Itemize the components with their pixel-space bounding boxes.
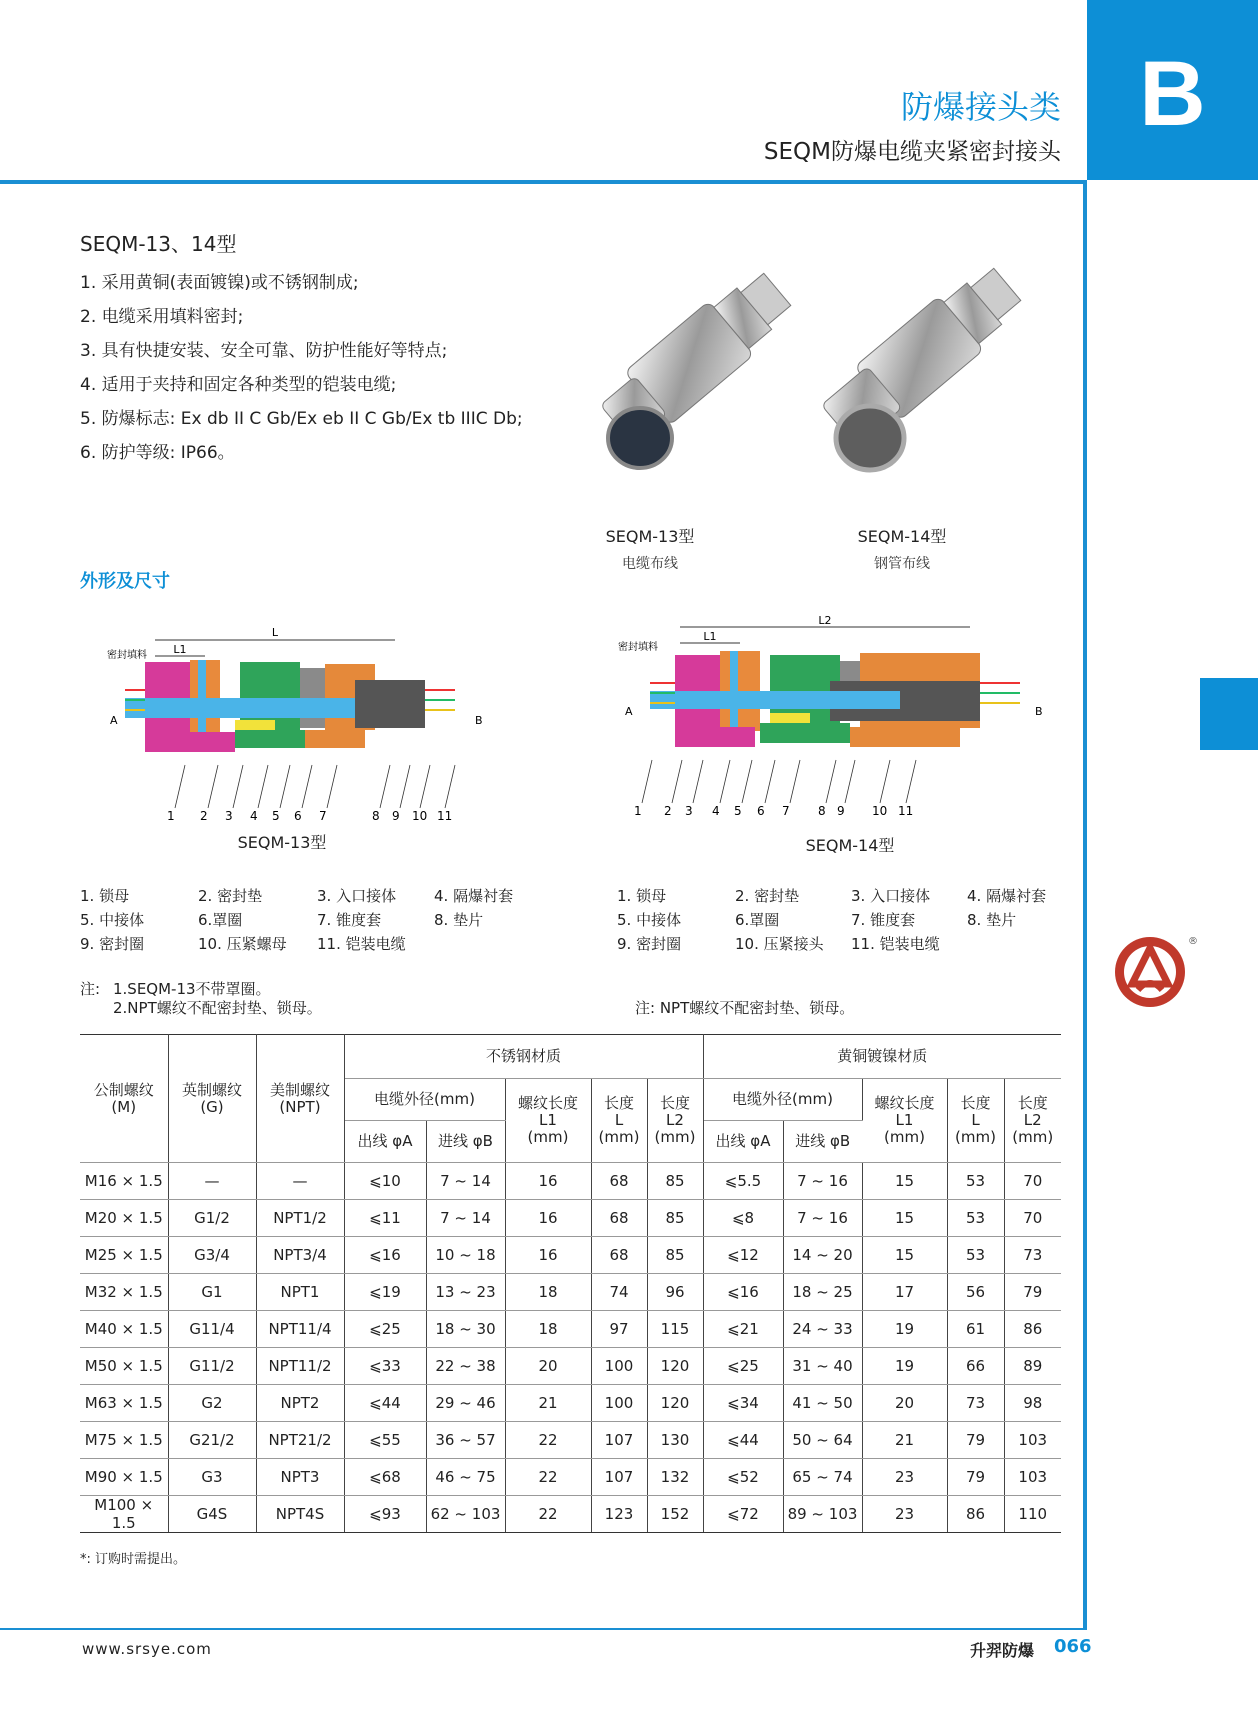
table-cell: M90 × 1.5 bbox=[80, 1459, 168, 1496]
product-title: SEQM防爆电缆夹紧密封接头 bbox=[763, 139, 1061, 165]
col-header-npt: 美制螺纹 (NPT) bbox=[256, 1035, 344, 1163]
part-item: 10. 压紧接头 bbox=[735, 935, 824, 953]
category-title: 防爆接头类 bbox=[900, 88, 1061, 126]
table-cell: 85 bbox=[647, 1163, 703, 1200]
table-cell: ⩽33 bbox=[344, 1348, 426, 1385]
fill-label: 密封填料 bbox=[107, 650, 147, 661]
part-item: 4. 隔爆衬套 bbox=[434, 887, 514, 905]
footer-rule bbox=[0, 1628, 1087, 1630]
table-cell: 152 bbox=[647, 1496, 703, 1533]
note-prefix: 注: bbox=[80, 980, 101, 998]
part-item: 4. 隔爆衬套 bbox=[967, 887, 1047, 905]
table-cell: G11/2 bbox=[168, 1348, 256, 1385]
table-cell: 62 ~ 103 bbox=[426, 1496, 505, 1533]
table-cell: M16 × 1.5 bbox=[80, 1163, 168, 1200]
table-cell: 103 bbox=[1004, 1422, 1061, 1459]
table-cell: 29 ~ 46 bbox=[426, 1385, 505, 1422]
table-cell: 7 ~ 14 bbox=[426, 1200, 505, 1237]
part-item: 1. 锁母 bbox=[617, 887, 667, 905]
table-cell: M32 × 1.5 bbox=[80, 1274, 168, 1311]
header-rule bbox=[0, 180, 1087, 184]
parts-list-14 bbox=[617, 884, 1067, 964]
col-header-out: 出线 φA bbox=[344, 1121, 426, 1163]
callout-number: 9 bbox=[392, 809, 400, 823]
table-cell: ⩽8 bbox=[703, 1200, 783, 1237]
part-item: 9. 密封圈 bbox=[617, 935, 682, 953]
feature-item: 2. 电缆采用填料密封; bbox=[80, 307, 244, 327]
table-cell: 10 ~ 18 bbox=[426, 1237, 505, 1274]
table-cell: 97 bbox=[591, 1311, 647, 1348]
callout-number: 4 bbox=[712, 804, 720, 818]
table-cell: 22 ~ 38 bbox=[426, 1348, 505, 1385]
diagram-seqm14 bbox=[610, 614, 1050, 818]
part-item: 7. 锥度套 bbox=[851, 911, 916, 929]
spec-table bbox=[80, 1034, 1061, 1533]
table-cell: M40 × 1.5 bbox=[80, 1311, 168, 1348]
callout-leader bbox=[693, 760, 703, 803]
table-cell: 18 bbox=[505, 1311, 591, 1348]
registered-mark: ® bbox=[1188, 936, 1198, 947]
feature-item: 3. 具有快捷安装、安全可靠、防护性能好等特点; bbox=[80, 341, 448, 361]
callout-number: 6 bbox=[294, 809, 302, 823]
table-cell: ⩽12 bbox=[703, 1237, 783, 1274]
callout-number: 3 bbox=[225, 809, 233, 823]
col-header-in: 进线 φB bbox=[783, 1121, 862, 1163]
table-cell: G2 bbox=[168, 1385, 256, 1422]
group-header-stainless: 不锈钢材质 bbox=[344, 1035, 703, 1079]
col-header-british: 英制螺纹 (G) bbox=[168, 1035, 256, 1163]
table-cell: 22 bbox=[505, 1459, 591, 1496]
table-cell: 85 bbox=[647, 1237, 703, 1274]
dim-label-b: B bbox=[475, 714, 483, 727]
table-cell: 23 bbox=[862, 1496, 947, 1533]
table-cell: 110 bbox=[1004, 1496, 1061, 1533]
table-cell: 79 bbox=[947, 1459, 1004, 1496]
fill-label: 密封填料 bbox=[618, 642, 658, 653]
table-cell: 68 bbox=[591, 1200, 647, 1237]
part-item: 7. 锥度套 bbox=[317, 911, 382, 929]
table-cell: M100 × 1.5 bbox=[80, 1496, 168, 1533]
table-cell: NPT2 bbox=[256, 1385, 344, 1422]
table-cell: ⩽11 bbox=[344, 1200, 426, 1237]
table-cell: ⩽72 bbox=[703, 1496, 783, 1533]
callout-number: 2 bbox=[200, 809, 208, 823]
table-cell: 56 bbox=[947, 1274, 1004, 1311]
callout-leader bbox=[880, 760, 890, 803]
table-cell: 107 bbox=[591, 1422, 647, 1459]
table-cell: 16 bbox=[505, 1200, 591, 1237]
table-cell: 98 bbox=[1004, 1385, 1061, 1422]
table-cell: 17 bbox=[862, 1274, 947, 1311]
callout-number: 3 bbox=[685, 804, 693, 818]
table-cell: ⩽16 bbox=[703, 1274, 783, 1311]
table-cell: 7 ~ 16 bbox=[783, 1200, 862, 1237]
callout-number: 9 bbox=[837, 804, 845, 818]
parts-list-13 bbox=[80, 884, 530, 964]
callout-number: 8 bbox=[818, 804, 826, 818]
part-item: 3. 入口接体 bbox=[851, 887, 931, 905]
photo-usage-14: 钢管布线 bbox=[874, 556, 930, 572]
callout-leader bbox=[302, 765, 312, 808]
table-cell: 96 bbox=[647, 1274, 703, 1311]
table-cell: 86 bbox=[947, 1496, 1004, 1533]
table-cell: NPT11/4 bbox=[256, 1311, 344, 1348]
table-cell: 7 ~ 14 bbox=[426, 1163, 505, 1200]
dim-label-a: A bbox=[625, 705, 633, 718]
table-cell: 130 bbox=[647, 1422, 703, 1459]
callout-leader bbox=[672, 760, 682, 803]
callout-number: 6 bbox=[757, 804, 765, 818]
table-cell: 61 bbox=[947, 1311, 1004, 1348]
table-cell: — bbox=[168, 1163, 256, 1200]
feature-item: 4. 适用于夹持和固定各种类型的铠装电缆; bbox=[80, 375, 397, 395]
callout-number: 7 bbox=[782, 804, 790, 818]
table-cell: ⩽25 bbox=[703, 1348, 783, 1385]
callout-leader bbox=[233, 765, 243, 808]
table-cell: 15 bbox=[862, 1200, 947, 1237]
table-cell: ⩽16 bbox=[344, 1237, 426, 1274]
table-cell: ⩽93 bbox=[344, 1496, 426, 1533]
table-cell: 65 ~ 74 bbox=[783, 1459, 862, 1496]
table-cell: 53 bbox=[947, 1163, 1004, 1200]
table-cell: M50 × 1.5 bbox=[80, 1348, 168, 1385]
table-cell: G11/4 bbox=[168, 1311, 256, 1348]
callout-number: 2 bbox=[664, 804, 672, 818]
table-cell: G21/2 bbox=[168, 1422, 256, 1459]
dim-label-l2: L2 bbox=[818, 614, 832, 627]
callout-leader bbox=[420, 765, 430, 808]
part-item: 11. 铠装电缆 bbox=[851, 935, 940, 953]
table-cell: 16 bbox=[505, 1237, 591, 1274]
table-cell: 20 bbox=[505, 1348, 591, 1385]
table-cell: ⩽19 bbox=[344, 1274, 426, 1311]
model-title: SEQM-13、14型 bbox=[80, 232, 237, 256]
callout-number: 11 bbox=[898, 804, 914, 818]
callout-leader bbox=[258, 765, 268, 808]
table-cell: 23 bbox=[862, 1459, 947, 1496]
callout-number: 7 bbox=[319, 809, 327, 823]
callout-leader bbox=[380, 765, 390, 808]
callout-number: 1 bbox=[634, 804, 642, 818]
col-header-in: 进线 φB bbox=[426, 1121, 505, 1163]
table-cell: 15 bbox=[862, 1163, 947, 1200]
callout-number: 5 bbox=[734, 804, 742, 818]
right-rule bbox=[1083, 180, 1087, 1630]
seqm13-photo bbox=[594, 263, 800, 468]
table-cell: 74 bbox=[591, 1274, 647, 1311]
callout-leader bbox=[175, 765, 185, 808]
table-cell: M25 × 1.5 bbox=[80, 1237, 168, 1274]
col-header-thread-len: 螺纹长度 L1 (mm) bbox=[505, 1079, 591, 1163]
table-cell: 21 bbox=[505, 1385, 591, 1422]
table-cell: 50 ~ 64 bbox=[783, 1422, 862, 1459]
table-row bbox=[80, 1274, 1061, 1311]
table-cell: 16 bbox=[505, 1163, 591, 1200]
callout-leader bbox=[765, 760, 775, 803]
table-cell: 89 bbox=[1004, 1348, 1061, 1385]
part-item: 10. 压紧螺母 bbox=[198, 935, 287, 953]
table-cell: 123 bbox=[591, 1496, 647, 1533]
table-cell: 53 bbox=[947, 1200, 1004, 1237]
table-cell: 19 bbox=[862, 1311, 947, 1348]
table-cell: 100 bbox=[591, 1348, 647, 1385]
col-header-cable-od: 电缆外径(mm) bbox=[344, 1079, 505, 1121]
table-cell: 86 bbox=[1004, 1311, 1061, 1348]
col-header-cable-od: 电缆外径(mm) bbox=[703, 1079, 862, 1121]
page-number: 066 bbox=[1054, 1636, 1092, 1657]
table-cell: G3 bbox=[168, 1459, 256, 1496]
table-cell: 89 ~ 103 bbox=[783, 1496, 862, 1533]
part-item: 6.罩圈 bbox=[735, 911, 780, 929]
table-cell: ⩽52 bbox=[703, 1459, 783, 1496]
table-cell: 68 bbox=[591, 1163, 647, 1200]
table-cell: 66 bbox=[947, 1348, 1004, 1385]
col-header-len-l: 长度 L (mm) bbox=[591, 1079, 647, 1163]
callout-leader bbox=[790, 760, 800, 803]
table-row bbox=[80, 1385, 1061, 1422]
table-cell: 73 bbox=[947, 1385, 1004, 1422]
photo-caption-14: SEQM-14型 bbox=[857, 527, 947, 546]
callout-number: 5 bbox=[272, 809, 280, 823]
table-cell: 85 bbox=[647, 1200, 703, 1237]
table-cell: G3/4 bbox=[168, 1237, 256, 1274]
col-header-out: 出线 φA bbox=[703, 1121, 783, 1163]
part-item: 2. 密封垫 bbox=[198, 887, 263, 905]
part-item: 3. 入口接体 bbox=[317, 887, 397, 905]
table-cell: 18 ~ 30 bbox=[426, 1311, 505, 1348]
callout-leader bbox=[642, 760, 652, 803]
diagram-caption-14: SEQM-14型 bbox=[805, 836, 895, 855]
dimensions-heading: 外形及尺寸 bbox=[80, 571, 170, 592]
table-cell: 18 ~ 25 bbox=[783, 1274, 862, 1311]
callout-leader bbox=[742, 760, 752, 803]
table-cell: — bbox=[256, 1163, 344, 1200]
feature-item: 5. 防爆标志: Ex db II C Gb/Ex eb II C Gb/Ex tb IIIC Db; bbox=[80, 409, 523, 429]
callout-leader bbox=[208, 765, 218, 808]
side-index-tab bbox=[1200, 678, 1258, 750]
table-cell: 79 bbox=[947, 1422, 1004, 1459]
part-item: 2. 密封垫 bbox=[735, 887, 800, 905]
table-cell: 15 bbox=[862, 1237, 947, 1274]
footnote: *: 订购时需提出。 bbox=[80, 1552, 187, 1567]
table-cell: 22 bbox=[505, 1422, 591, 1459]
note-item: 2.NPT螺纹不配密封垫、锁母。 bbox=[113, 999, 322, 1017]
callout-leader bbox=[280, 765, 290, 808]
table-cell: 21 bbox=[862, 1422, 947, 1459]
col-header-thread-len: 螺纹长度 L1 (mm) bbox=[862, 1079, 947, 1163]
table-cell: ⩽5.5 bbox=[703, 1163, 783, 1200]
callout-number: 11 bbox=[437, 809, 453, 823]
table-cell: 53 bbox=[947, 1237, 1004, 1274]
table-cell: M63 × 1.5 bbox=[80, 1385, 168, 1422]
photo-caption-13: SEQM-13型 bbox=[605, 527, 695, 546]
table-row bbox=[80, 1422, 1061, 1459]
table-cell: ⩽34 bbox=[703, 1385, 783, 1422]
table-cell: 7 ~ 16 bbox=[783, 1163, 862, 1200]
table-row bbox=[80, 1496, 1061, 1533]
table-cell: 41 ~ 50 bbox=[783, 1385, 862, 1422]
table-cell: ⩽25 bbox=[344, 1311, 426, 1348]
seqm14-photo bbox=[816, 258, 1030, 470]
table-cell: 14 ~ 20 bbox=[783, 1237, 862, 1274]
diagram-seqm13 bbox=[95, 620, 483, 823]
table-cell: 19 bbox=[862, 1348, 947, 1385]
col-header-metric: 公制螺纹 (M) bbox=[80, 1035, 168, 1163]
table-row bbox=[80, 1311, 1061, 1348]
callout-leader bbox=[327, 765, 337, 808]
note-right: 注: NPT螺纹不配密封垫、锁母。 bbox=[635, 999, 855, 1017]
table-cell: 100 bbox=[591, 1385, 647, 1422]
table-cell: NPT1 bbox=[256, 1274, 344, 1311]
product-photos bbox=[585, 258, 1055, 498]
callout-leader bbox=[400, 765, 410, 808]
part-item: 6.罩圈 bbox=[198, 911, 243, 929]
table-cell: G1/2 bbox=[168, 1200, 256, 1237]
table-cell: 115 bbox=[647, 1311, 703, 1348]
callout-number: 4 bbox=[250, 809, 258, 823]
table-cell: G1 bbox=[168, 1274, 256, 1311]
dim-label-l1: L1 bbox=[173, 643, 187, 656]
diagram-caption-13: SEQM-13型 bbox=[237, 833, 327, 852]
section-tab bbox=[1087, 0, 1258, 180]
section-letter: B bbox=[1139, 43, 1206, 145]
table-cell: ⩽68 bbox=[344, 1459, 426, 1496]
table-cell: M75 × 1.5 bbox=[80, 1422, 168, 1459]
feature-item: 1. 采用黄铜(表面镀镍)或不锈钢制成; bbox=[80, 273, 359, 293]
callout-leader bbox=[906, 760, 916, 803]
table-cell: ⩽10 bbox=[344, 1163, 426, 1200]
callout-number: 8 bbox=[372, 809, 380, 823]
dim-label-b: B bbox=[1035, 705, 1043, 718]
part-item: 8. 垫片 bbox=[434, 911, 484, 929]
table-cell: 22 bbox=[505, 1496, 591, 1533]
table-cell: NPT4S bbox=[256, 1496, 344, 1533]
table-cell: ⩽44 bbox=[703, 1422, 783, 1459]
part-item: 11. 铠装电缆 bbox=[317, 935, 406, 953]
table-cell: NPT3/4 bbox=[256, 1237, 344, 1274]
table-cell: 79 bbox=[1004, 1274, 1061, 1311]
table-cell: 70 bbox=[1004, 1163, 1061, 1200]
callout-number: 10 bbox=[412, 809, 428, 823]
table-cell: 18 bbox=[505, 1274, 591, 1311]
table-cell: 73 bbox=[1004, 1237, 1061, 1274]
part-item: 8. 垫片 bbox=[967, 911, 1017, 929]
part-item: 1. 锁母 bbox=[80, 887, 130, 905]
table-cell: 120 bbox=[647, 1385, 703, 1422]
photo-usage-13: 电缆布线 bbox=[622, 556, 678, 572]
col-header-len-l: 长度 L (mm) bbox=[947, 1079, 1004, 1163]
table-row bbox=[80, 1200, 1061, 1237]
table-cell: ⩽21 bbox=[703, 1311, 783, 1348]
callout-leader bbox=[445, 765, 455, 808]
table-cell: 20 bbox=[862, 1385, 947, 1422]
brand-logo bbox=[1112, 932, 1202, 1012]
table-cell: NPT1/2 bbox=[256, 1200, 344, 1237]
dim-label-a: A bbox=[110, 714, 118, 727]
table-cell: 120 bbox=[647, 1348, 703, 1385]
part-item: 9. 密封圈 bbox=[80, 935, 145, 953]
note-item: 1.SEQM-13不带罩圈。 bbox=[113, 980, 271, 998]
table-row bbox=[80, 1237, 1061, 1274]
table-cell: ⩽55 bbox=[344, 1422, 426, 1459]
table-row bbox=[80, 1163, 1061, 1200]
group-header-brass: 黄铜镀镍材质 bbox=[703, 1035, 1061, 1079]
table-row bbox=[80, 1348, 1061, 1385]
table-cell: G4S bbox=[168, 1496, 256, 1533]
table-cell: M20 × 1.5 bbox=[80, 1200, 168, 1237]
table-cell: NPT11/2 bbox=[256, 1348, 344, 1385]
callout-leader bbox=[845, 760, 855, 803]
callout-number: 1 bbox=[167, 809, 175, 823]
col-header-len-l2: 长度 L2 (mm) bbox=[1004, 1079, 1061, 1163]
table-cell: NPT21/2 bbox=[256, 1422, 344, 1459]
table-cell: 24 ~ 33 bbox=[783, 1311, 862, 1348]
footer-brand: 升羿防爆 bbox=[970, 1641, 1035, 1660]
dim-label-l: L bbox=[271, 626, 279, 639]
table-cell: 13 ~ 23 bbox=[426, 1274, 505, 1311]
part-item: 5. 中接体 bbox=[80, 911, 145, 929]
dim-label-l1: L1 bbox=[703, 630, 717, 643]
table-cell: NPT3 bbox=[256, 1459, 344, 1496]
col-header-len-l2: 长度 L2 (mm) bbox=[647, 1079, 703, 1163]
table-cell: ⩽44 bbox=[344, 1385, 426, 1422]
footer-url[interactable]: www.srsye.com bbox=[82, 1640, 212, 1658]
table-cell: 103 bbox=[1004, 1459, 1061, 1496]
callout-leader bbox=[720, 760, 730, 803]
callout-number: 10 bbox=[872, 804, 888, 818]
table-cell: 70 bbox=[1004, 1200, 1061, 1237]
table-cell: 68 bbox=[591, 1237, 647, 1274]
table-cell: 31 ~ 40 bbox=[783, 1348, 862, 1385]
feature-item: 6. 防护等级: IP66。 bbox=[80, 443, 235, 463]
callout-leader bbox=[826, 760, 836, 803]
part-item: 5. 中接体 bbox=[617, 911, 682, 929]
table-cell: 132 bbox=[647, 1459, 703, 1496]
table-cell: 46 ~ 75 bbox=[426, 1459, 505, 1496]
table-cell: 107 bbox=[591, 1459, 647, 1496]
table-cell: 36 ~ 57 bbox=[426, 1422, 505, 1459]
table-row bbox=[80, 1459, 1061, 1496]
